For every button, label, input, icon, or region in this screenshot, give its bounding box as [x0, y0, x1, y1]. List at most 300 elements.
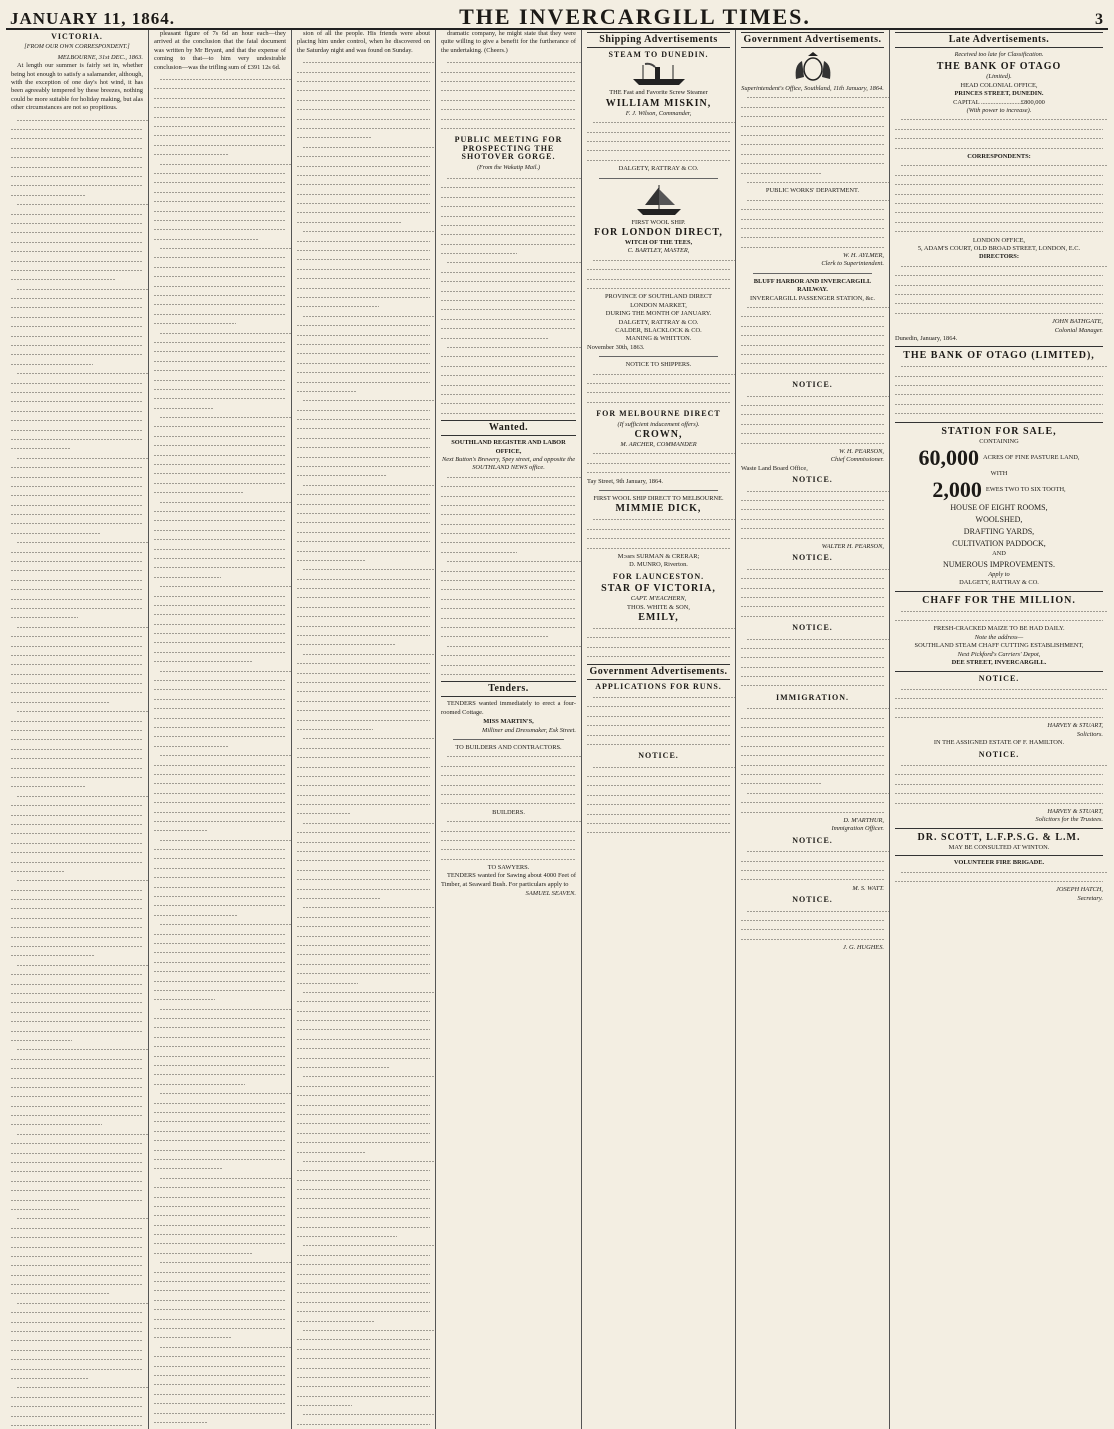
text-line	[154, 94, 286, 103]
text-line	[297, 781, 430, 790]
text-line	[747, 907, 890, 916]
text-line	[154, 535, 286, 544]
text-line	[11, 858, 143, 867]
station-for-sale: STATION FOR SALE,	[941, 425, 1057, 437]
text-line	[11, 1355, 143, 1364]
notice-shippers-lines	[587, 370, 730, 408]
late-ads-heading: Late Advertisements.	[895, 32, 1103, 48]
text-line	[297, 800, 430, 809]
text-line	[154, 930, 286, 939]
text-line	[297, 1298, 430, 1307]
text-line	[11, 595, 143, 604]
crown-lines	[587, 449, 730, 477]
text-line	[11, 1120, 102, 1129]
text-line	[11, 463, 143, 472]
text-line	[297, 302, 379, 311]
apply-to: Apply to	[988, 570, 1010, 578]
text-line	[297, 697, 430, 706]
text-line	[895, 694, 1103, 703]
text-line	[587, 128, 730, 137]
text-line	[11, 1336, 143, 1345]
text-line	[303, 1326, 436, 1335]
text-line	[297, 678, 430, 687]
text-line	[747, 93, 890, 102]
text-line	[447, 58, 582, 67]
text-line	[297, 1110, 430, 1119]
text-line	[441, 334, 548, 343]
bathgate-signature: JOHN BATHGATE,	[1051, 318, 1103, 326]
notice4-lines	[741, 635, 884, 691]
text-line	[741, 681, 884, 690]
harvey-title: Solicitors.	[1076, 730, 1103, 738]
article-body-lines	[297, 58, 430, 1429]
builders2-lines	[441, 817, 576, 864]
text-line	[747, 847, 890, 856]
text-line	[741, 857, 884, 866]
text-line	[154, 188, 286, 197]
text-line	[17, 454, 149, 463]
notice-heading-4: NOTICE.	[792, 623, 833, 633]
text-line	[297, 997, 430, 1006]
text-line	[297, 518, 430, 527]
text-line	[297, 856, 430, 865]
province-direct: PROVINCE OF SOUTHLAND DIRECT	[604, 293, 713, 301]
text-line	[747, 392, 890, 401]
text-line	[297, 190, 430, 199]
column-7	[890, 30, 1108, 1429]
text-line	[741, 224, 884, 233]
launceston-heading: FOR LAUNCESTON.	[612, 571, 705, 581]
text-line	[297, 378, 430, 387]
notice-heading: NOTICE.	[638, 751, 679, 761]
text-line	[441, 827, 576, 836]
text-line	[741, 322, 884, 331]
text-line	[587, 146, 730, 155]
text-line	[587, 265, 730, 274]
text-line	[11, 219, 143, 228]
woolshed: WOOLSHED,	[975, 515, 1023, 525]
text-line	[593, 118, 736, 127]
text-line	[297, 246, 430, 255]
text-line	[11, 266, 143, 275]
report-body-lines	[441, 58, 576, 133]
text-line	[11, 886, 143, 895]
text-line	[154, 939, 286, 948]
text-line	[441, 790, 576, 799]
text-line	[587, 731, 730, 740]
text-line	[154, 150, 228, 159]
victoria-article	[11, 62, 143, 112]
london-address: 5, ADAM'S COURT, OLD BROAD STREET, LONDON, E.C.	[917, 244, 1081, 252]
public-works-lines	[741, 196, 884, 252]
text-line	[447, 817, 582, 826]
text-line	[297, 922, 430, 931]
text-line	[11, 1261, 143, 1270]
chaff-heading: CHAFF FOR THE MILLION.	[922, 594, 1076, 606]
text-line	[154, 103, 286, 112]
text-line	[747, 487, 890, 496]
text-line	[154, 1061, 286, 1070]
text-line	[587, 284, 730, 293]
text-line	[154, 357, 286, 366]
text-line	[297, 622, 430, 631]
notice-heading-late-1: NOTICE.	[978, 673, 1020, 683]
text-line	[303, 1410, 436, 1419]
text-line	[297, 443, 430, 452]
text-line	[441, 855, 576, 864]
marthur-title: Immigration Officer.	[831, 825, 884, 833]
text-line	[587, 633, 730, 642]
text-line	[447, 557, 582, 566]
text-line	[297, 716, 430, 725]
text-line	[297, 537, 430, 546]
text-line	[901, 161, 1108, 170]
text-line	[441, 604, 576, 613]
text-line	[587, 791, 730, 800]
text-line	[11, 745, 143, 754]
text-line	[297, 1401, 352, 1410]
text-line	[160, 836, 292, 845]
text-line	[154, 338, 286, 347]
wool-ship-heading: FIRST WOOL SHIP.	[631, 218, 686, 226]
text-line	[154, 873, 286, 882]
text-line	[741, 524, 884, 533]
star-captain: CAPT. M'EACHERN,	[630, 595, 687, 603]
text-line	[441, 315, 576, 324]
text-line	[297, 1091, 430, 1100]
text-line	[154, 1033, 286, 1042]
text-line	[11, 989, 143, 998]
text-line	[154, 629, 286, 638]
text-line	[297, 1138, 430, 1147]
text-line	[587, 643, 730, 652]
brigade-lines	[895, 868, 1103, 887]
text-line	[447, 258, 582, 267]
text-line	[741, 205, 884, 214]
text-line	[154, 732, 286, 741]
text-line	[441, 781, 576, 790]
text-line	[17, 538, 149, 547]
text-line	[447, 343, 582, 352]
text-line	[741, 150, 884, 159]
bank-limited: (Limited).	[986, 73, 1012, 81]
text-line	[741, 233, 884, 242]
text-line	[11, 632, 143, 641]
text-line	[297, 1232, 397, 1241]
text-line	[303, 988, 436, 997]
text-line	[441, 529, 576, 538]
shipping-heading: Shipping Advertisements	[587, 32, 730, 48]
text-line	[297, 1392, 430, 1401]
fire-brigade: VOLUNTEER FIRE BRIGADE.	[953, 859, 1045, 867]
text-line	[297, 640, 395, 649]
text-line	[154, 197, 286, 206]
text-line	[741, 429, 884, 438]
text-line	[297, 218, 402, 227]
text-line	[154, 798, 286, 807]
text-line	[11, 557, 143, 566]
text-line	[441, 771, 576, 780]
text-line	[441, 538, 576, 547]
text-line	[297, 556, 365, 565]
text-line	[741, 663, 884, 672]
text-line	[747, 178, 890, 187]
builders-heading: BUILDERS.	[492, 808, 525, 816]
text-line	[11, 1346, 143, 1355]
text-line	[895, 227, 1103, 236]
text-line	[154, 817, 286, 826]
text-line	[11, 510, 143, 519]
text-line	[154, 995, 215, 1004]
text-line	[593, 256, 736, 265]
text-line	[901, 761, 1108, 770]
text-line	[297, 162, 430, 171]
text-line	[154, 948, 286, 957]
text-line	[11, 1158, 143, 1167]
text-line	[297, 659, 430, 668]
text-line	[587, 800, 730, 809]
text-line	[11, 1055, 143, 1064]
text-line	[895, 309, 1103, 318]
labor-office-title: SOUTHLAND REGISTER AND LABOR OFFICE,	[451, 439, 566, 455]
text-line	[154, 1099, 286, 1108]
text-line	[441, 661, 576, 670]
text-line	[11, 735, 143, 744]
text-line	[154, 207, 286, 216]
text-line	[297, 462, 430, 471]
text-line	[895, 290, 1103, 299]
text-line	[297, 152, 430, 161]
gov-ads-heading: Government Advertisements.	[741, 32, 884, 48]
text-line	[154, 601, 286, 610]
text-line	[593, 763, 736, 772]
text-line	[154, 376, 286, 385]
text-line	[11, 1289, 110, 1298]
text-line	[154, 808, 286, 817]
text-line	[297, 1364, 430, 1373]
text-line	[11, 435, 143, 444]
text-line	[297, 866, 430, 875]
text-line	[587, 781, 730, 790]
text-line	[297, 1025, 430, 1034]
issue-date: JANUARY 11, 1864.	[10, 9, 175, 28]
text-line	[297, 180, 430, 189]
text-line	[895, 218, 1103, 227]
text-line	[741, 103, 884, 112]
public-meeting-source: (From the Wakatip Mail.)	[476, 163, 541, 171]
text-line	[297, 612, 430, 621]
text-line	[154, 385, 286, 394]
text-line	[11, 1177, 143, 1186]
text-line	[297, 208, 430, 217]
maize-line: FRESH-CRACKED MAIZE TO BE HAD DAILY.	[933, 625, 1065, 633]
text-line	[11, 811, 143, 820]
text-line	[154, 695, 286, 704]
text-line	[441, 845, 576, 854]
runs-heading: APPLICATIONS FOR RUNS.	[595, 681, 722, 691]
text-line	[741, 732, 884, 741]
acres-text: ACRES OF FINE PASTURE LAND,	[982, 453, 1080, 461]
text-line	[297, 77, 430, 86]
text-line	[154, 864, 286, 873]
steamer-commander: F. J. Wilson, Commander,	[625, 109, 692, 117]
text-line	[11, 951, 94, 960]
text-line	[441, 371, 576, 380]
text-line	[441, 492, 576, 501]
text-line	[11, 482, 143, 491]
text-line	[895, 877, 1103, 886]
text-line	[741, 505, 884, 514]
text-line	[297, 68, 430, 77]
text-line	[297, 133, 371, 142]
text-line	[741, 714, 884, 723]
divider	[599, 178, 718, 179]
text-line	[154, 169, 286, 178]
text-line	[154, 282, 286, 291]
notice3-lines	[741, 565, 884, 621]
text-line	[154, 676, 286, 685]
text-line	[441, 651, 576, 660]
article-intro: sion of all the people. His friends were about placing him under control, when he discovered on the Saturday night and was found on Sunday.	[297, 30, 430, 54]
text-line	[895, 704, 1103, 713]
text-line	[441, 96, 576, 105]
text-line	[741, 916, 884, 925]
text-line	[297, 1204, 430, 1213]
notice6-lines	[741, 907, 884, 945]
text-line	[901, 115, 1108, 124]
text-line	[154, 685, 286, 694]
text-line	[11, 1402, 143, 1411]
text-line	[297, 255, 430, 264]
text-line	[297, 1251, 430, 1260]
column-1	[6, 30, 149, 1429]
notice-lines	[587, 763, 730, 838]
text-line	[154, 178, 286, 187]
text-line	[747, 303, 890, 312]
text-line	[741, 140, 884, 149]
text-line	[447, 642, 582, 651]
emily-lines	[587, 624, 730, 662]
text-line	[154, 977, 286, 986]
text-line	[303, 734, 436, 743]
text-line	[741, 612, 884, 621]
text-line	[441, 212, 576, 221]
text-line	[160, 160, 292, 169]
correspondents-heading: CORRESPONDENTS:	[967, 153, 1031, 160]
text-line	[741, 131, 884, 140]
text-line	[154, 901, 286, 910]
text-line	[154, 1042, 286, 1051]
text-line	[154, 404, 213, 413]
text-line	[741, 866, 884, 875]
text-line	[17, 1299, 149, 1308]
notice2-lines	[741, 487, 884, 543]
sawyers-signature: SAMUEL SEAVEN.	[525, 890, 576, 898]
text-line	[154, 300, 286, 309]
text-line	[901, 868, 1108, 877]
text-line	[11, 491, 143, 500]
text-line	[297, 1176, 430, 1185]
text-line	[741, 935, 884, 944]
marthur-signature: D. M'ARTHUR,	[843, 816, 884, 824]
text-line	[441, 576, 576, 585]
agent-calder: CALDER, BLACKLOCK & CO.	[615, 326, 702, 334]
text-line	[154, 854, 286, 863]
text-line	[297, 960, 430, 969]
text-line	[154, 1211, 286, 1220]
text-line	[297, 1016, 430, 1025]
improvements: NUMEROUS IMPROVEMENTS.	[942, 559, 1055, 569]
builders-lines	[441, 752, 576, 808]
text-line	[741, 439, 884, 448]
text-line	[441, 105, 576, 114]
text-line	[154, 526, 286, 535]
divider	[453, 739, 564, 740]
assigned-estate: IN THE ASSIGNED ESTATE OF F. HAMILTON.	[933, 739, 1065, 747]
labor-office-address: Next Button's Brewery, Spey street, and opposite the SOUTHLAND NEWS office.	[441, 455, 576, 472]
victoria-heading: VICTORIA.	[51, 32, 103, 41]
text-line	[11, 933, 143, 942]
text-line	[441, 287, 576, 296]
meeting-body-lines	[441, 174, 576, 418]
hatch-title: Secretary.	[1077, 894, 1103, 902]
text-line	[11, 1008, 143, 1017]
pearson-signature: W. H. PEARSON,	[838, 447, 884, 455]
text-line	[303, 1157, 436, 1166]
text-line	[17, 1383, 149, 1392]
text-line	[11, 1074, 143, 1083]
text-line	[303, 58, 436, 67]
text-line	[441, 501, 576, 510]
text-line	[297, 1420, 430, 1429]
text-line	[154, 1127, 286, 1136]
note-address: Note the address—	[974, 633, 1024, 641]
london-direct: FOR LONDON DIRECT,	[594, 226, 723, 238]
text-line	[11, 754, 143, 763]
text-line	[11, 566, 143, 575]
notice-heading-late-2: NOTICE.	[978, 749, 1020, 759]
witch-master: C. BARTLEY, MASTER,	[627, 247, 690, 255]
text-line	[895, 134, 1103, 143]
text-line	[587, 712, 730, 721]
column-3	[292, 30, 436, 1429]
text-line	[297, 1382, 430, 1391]
text-line	[297, 406, 430, 415]
text-line	[741, 331, 884, 340]
text-line	[297, 265, 430, 274]
tenders-heading: Tenders.	[441, 681, 576, 697]
text-line	[297, 1279, 430, 1288]
text-line	[297, 331, 430, 340]
sailing-ship-icon	[587, 183, 730, 217]
text-line	[447, 473, 582, 482]
containing: CONTAINING	[979, 437, 1019, 445]
text-line	[741, 420, 884, 429]
text-line	[741, 122, 884, 131]
text-line	[11, 820, 143, 829]
text-line	[741, 742, 884, 751]
text-line	[11, 1308, 143, 1317]
text-line	[895, 299, 1103, 308]
text-line	[303, 481, 436, 490]
text-line	[297, 1260, 430, 1269]
tenders-lines	[741, 93, 884, 187]
with: WITH	[990, 470, 1008, 478]
bank-body-lines	[895, 115, 1103, 153]
text-line	[303, 565, 436, 574]
text-line	[587, 544, 730, 553]
text-line	[17, 1130, 149, 1139]
